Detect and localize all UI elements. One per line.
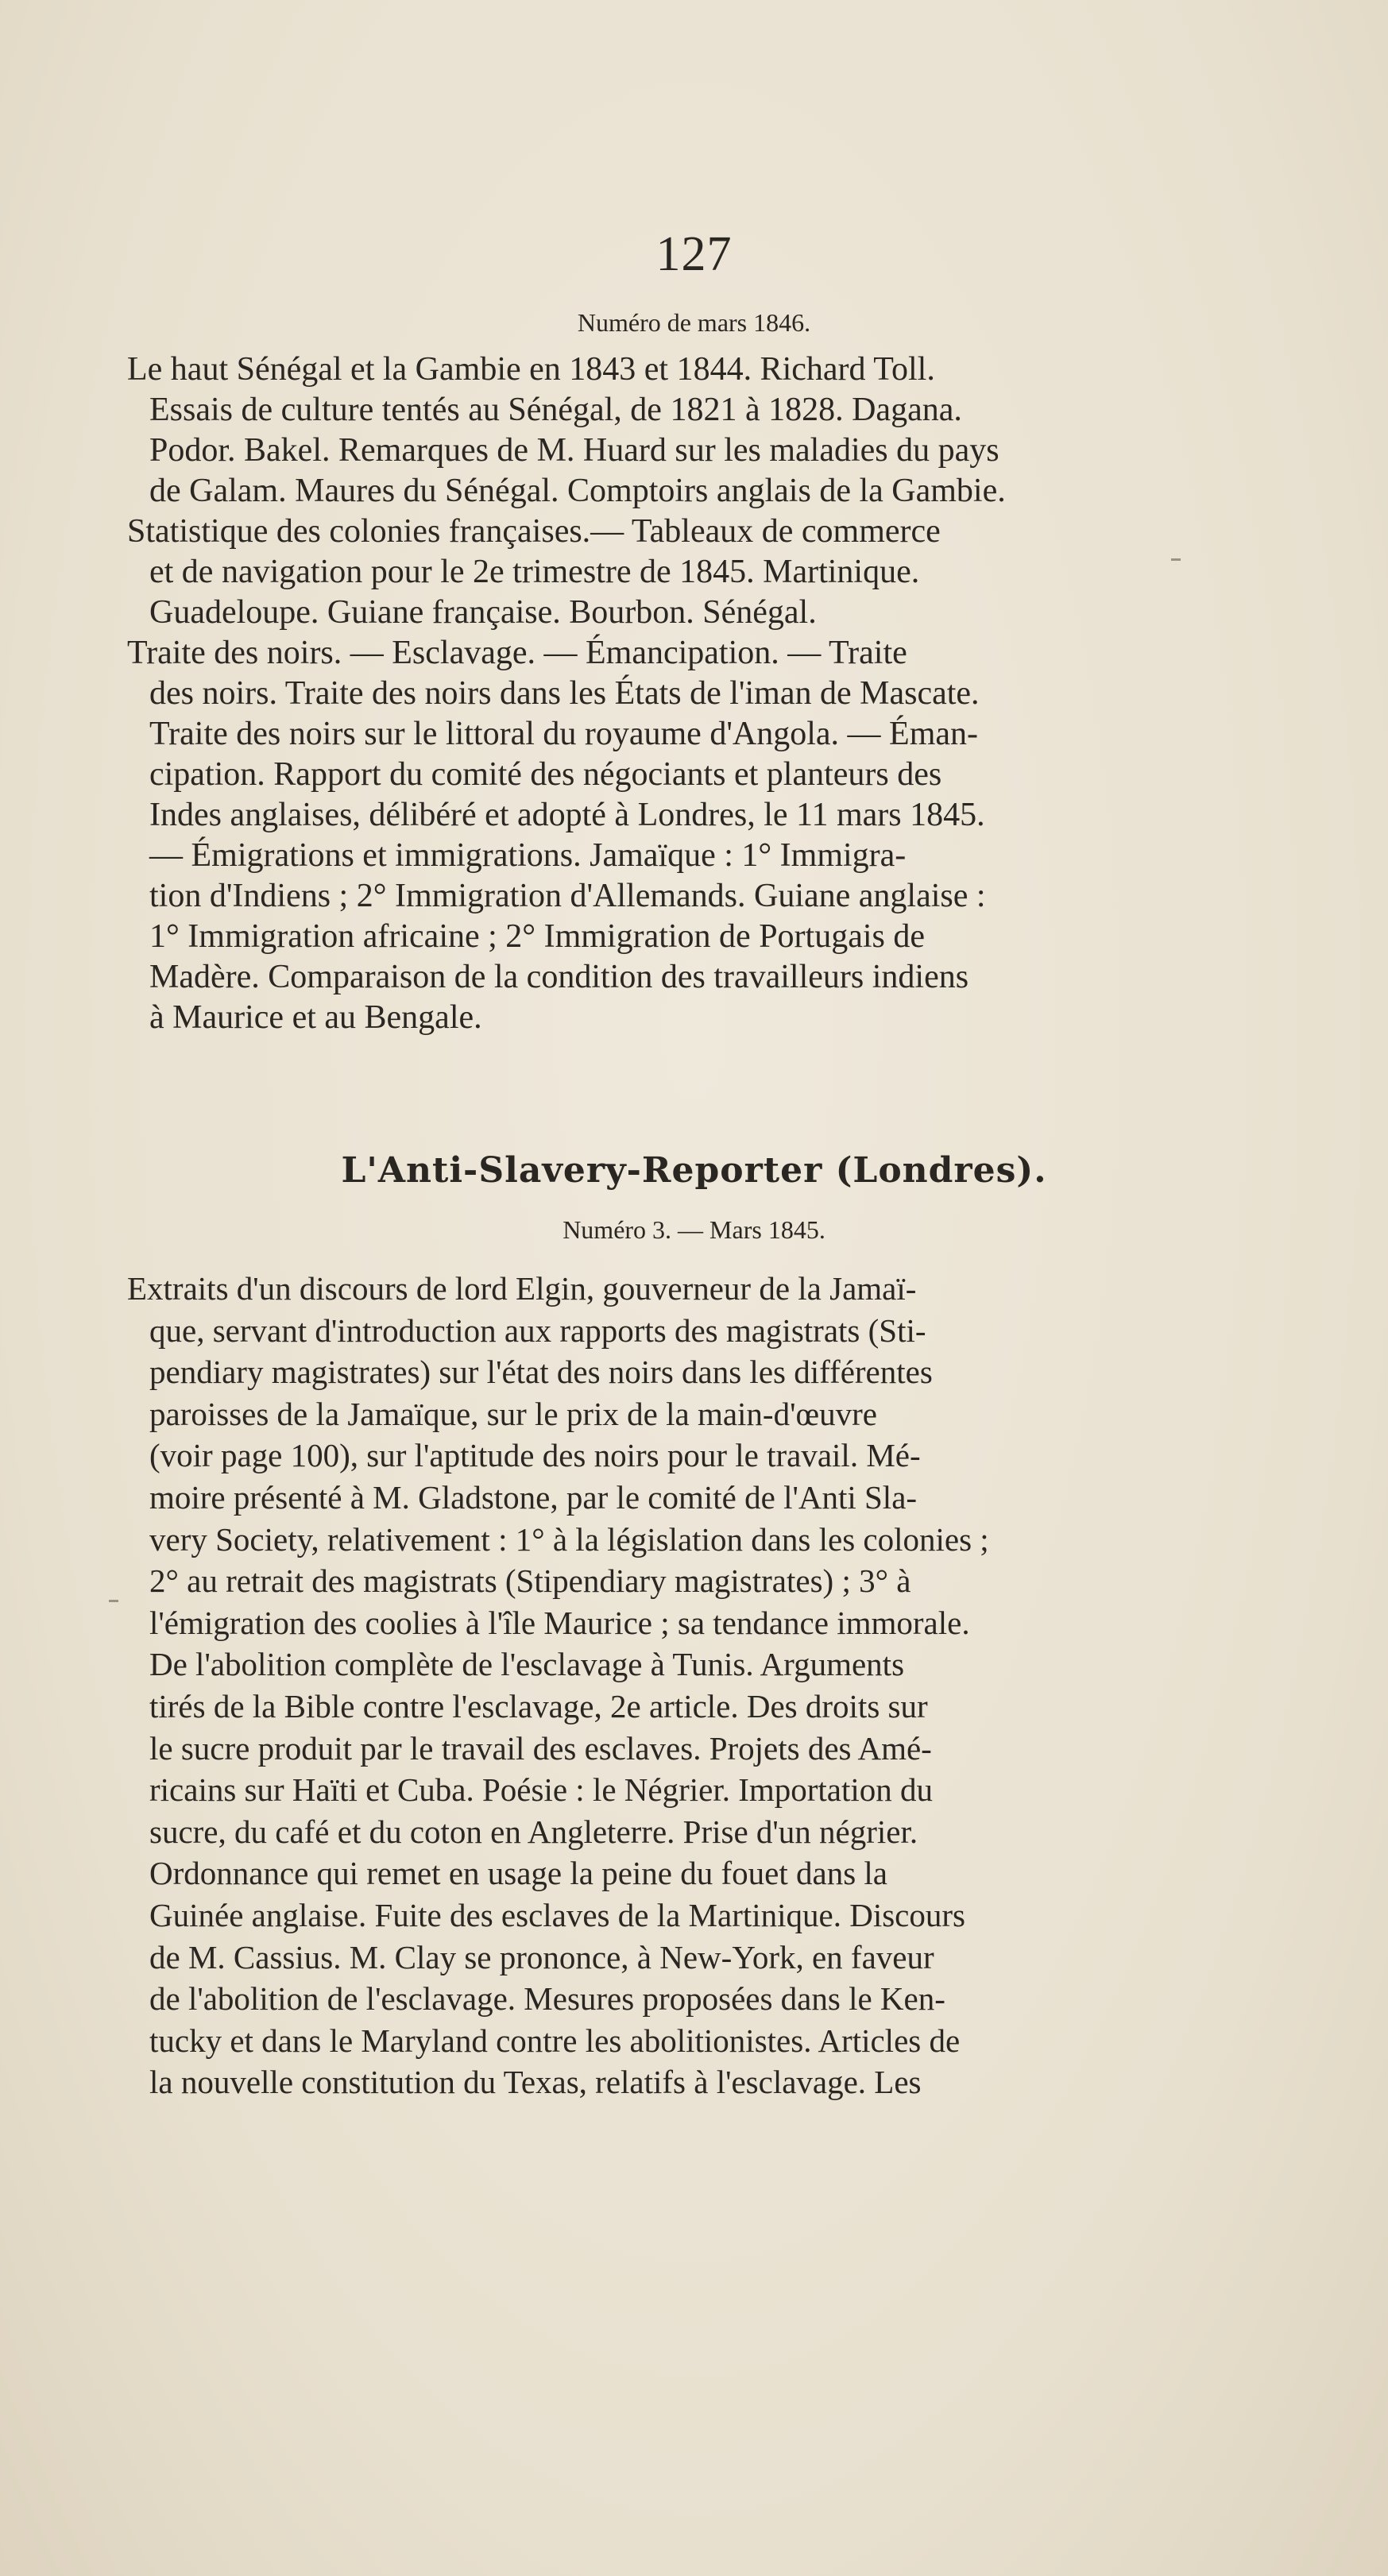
text-line: Ordonnance qui remet en usage la peine du fouet dans la bbox=[149, 1855, 887, 1892]
summary-section-2 bbox=[127, 1268, 1160, 2103]
text-line: — Émigrations et immigrations. Jamaïque : 1° Immigra- bbox=[149, 837, 907, 874]
text-line: cipation. Rapport du comité des négociants et planteurs des bbox=[149, 756, 942, 793]
text-line: Traite des noirs. — Esclavage. — Émancipation. — Traite bbox=[127, 635, 907, 671]
text-line: Madère. Comparaison de la condition des travailleurs indiens bbox=[149, 959, 969, 995]
text-line: pendiary magistrates) sur l'état des noirs dans les différentes bbox=[149, 1354, 933, 1391]
text-line: que, servant d'introduction aux rapports des magistrats (Sti- bbox=[149, 1311, 926, 1349]
text-line: Guadeloupe. Guiane française. Bourbon. Sénégal. bbox=[149, 594, 817, 631]
text-line: Essais de culture tentés au Sénégal, de 1821 à 1828. Dagana. bbox=[149, 392, 962, 428]
text-line: tirés de la Bible contre l'esclavage, 2e article. Des droits sur bbox=[149, 1687, 928, 1724]
text-line: Podor. Bakel. Remarques de M. Huard sur les maladies du pays bbox=[149, 432, 999, 469]
text-line: tion d'Indiens ; 2° Immigration d'Allemands. Guiane anglaise : bbox=[149, 878, 986, 914]
text-line: sucre, du café et du coton en Angleterre. Prise d'un négrier. bbox=[149, 1813, 918, 1850]
text-line: Traite des noirs sur le littoral du royaume d'Angola. — Éman- bbox=[149, 716, 978, 752]
text-line: de l'abolition de l'esclavage. Mesures proposées dans le Ken- bbox=[149, 1980, 945, 2018]
summary-section-1 bbox=[127, 350, 1160, 1038]
text-line: paroisses de la Jamaïque, sur le prix de la main-d'œuvre bbox=[149, 1395, 877, 1432]
text-line: l'émigration des coolies à l'île Maurice ; sa tendance immorale. bbox=[149, 1604, 970, 1641]
text-line: 2° au retrait des magistrats (Stipendiary magistrates) ; 3° à bbox=[149, 1562, 911, 1600]
text-line: de M. Cassius. M. Clay se prononce, à New-York, en faveur bbox=[149, 1938, 934, 1975]
paper-mark bbox=[1171, 558, 1181, 561]
text-line: à Maurice et au Bengale. bbox=[149, 999, 482, 1036]
text-line: 1° Immigration africaine ; 2° Immigration de Portugais de bbox=[149, 918, 926, 955]
text-line: very Society, relativement : 1° à la législation dans les colonies ; bbox=[149, 1520, 989, 1558]
text-line: Extraits d'un discours de lord Elgin, gouverneur de la Jamaï- bbox=[127, 1270, 917, 1307]
text-line: la nouvelle constitution du Texas, relatifs à l'esclavage. Les bbox=[149, 2064, 922, 2101]
text-line: (voir page 100), sur l'aptitude des noirs pour le travail. Mé- bbox=[149, 1437, 921, 1474]
issue-date-1: Numéro de mars 1846. bbox=[577, 308, 811, 337]
text-line: Statistique des colonies françaises.— Tableaux de commerce bbox=[127, 513, 941, 550]
text-line: Guinée anglaise. Fuite des esclaves de la Martinique. Discours bbox=[149, 1896, 965, 1933]
text-line: le sucre produit par le travail des esclaves. Projets des Amé- bbox=[149, 1729, 932, 1767]
text-line: tucky et dans le Maryland contre les abolitionistes. Articles de bbox=[149, 2022, 961, 2059]
paper-mark bbox=[109, 1600, 118, 1602]
text-line: ricains sur Haïti et Cuba. Poésie : le Négrier. Importation du bbox=[149, 1771, 934, 1809]
text-line: de Galam. Maures du Sénégal. Comptoirs anglais de la Gambie. bbox=[149, 473, 1006, 509]
issue-date-2: Numéro 3. — Mars 1845. bbox=[563, 1215, 825, 1244]
text-line: De l'abolition complète de l'esclavage à Tunis. Arguments bbox=[149, 1646, 905, 1683]
text-line: des noirs. Traite des noirs dans les États de l'iman de Mascate. bbox=[149, 675, 980, 712]
text-line: Indes anglaises, délibéré et adopté à Londres, le 11 mars 1845. bbox=[149, 797, 985, 833]
text-line: et de navigation pour le 2e trimestre de 1845. Martinique. bbox=[149, 554, 920, 590]
text-line: moire présenté à M. Gladstone, par le comité de l'Anti Sla- bbox=[149, 1478, 918, 1516]
page-number: 127 bbox=[655, 227, 733, 281]
text-line: Le haut Sénégal et la Gambie en 1843 et 1844. Richard Toll. bbox=[127, 351, 935, 388]
journal-heading: L'Anti-Slavery-Reporter (Londres). bbox=[341, 1150, 1047, 1191]
